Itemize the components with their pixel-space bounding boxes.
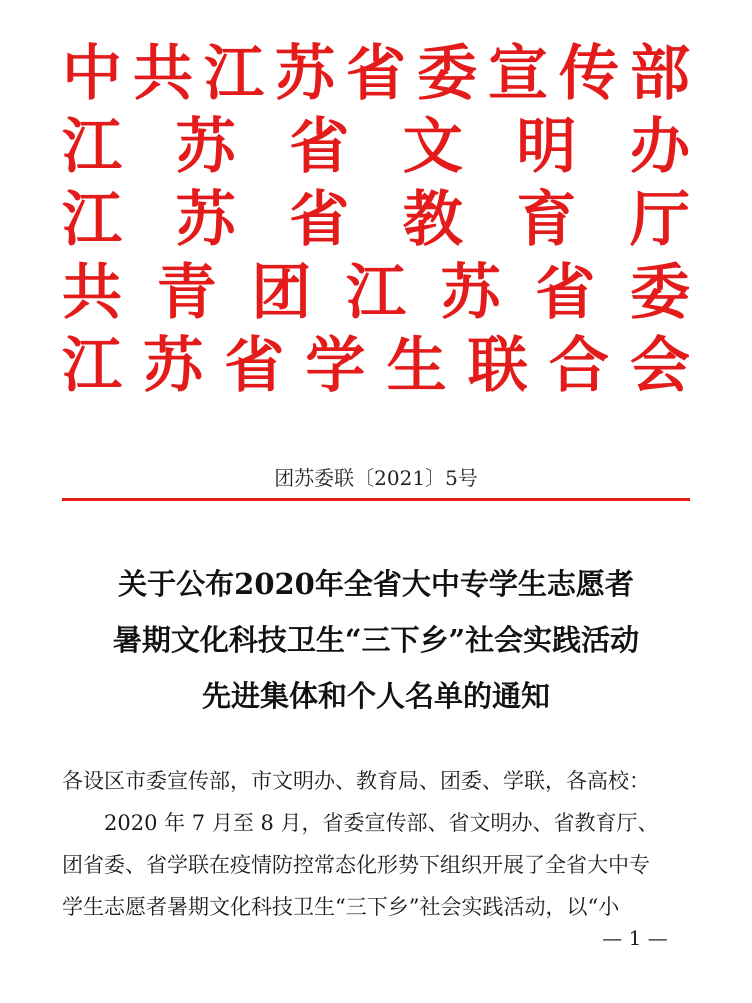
issuer-char: 共 bbox=[133, 39, 193, 109]
red-divider bbox=[62, 498, 690, 501]
document-title bbox=[0, 556, 752, 724]
issuer-line-3 bbox=[62, 184, 690, 257]
issuer-char: 青 bbox=[156, 258, 217, 328]
issuer-char: 生 bbox=[386, 331, 447, 401]
issuer-line-4 bbox=[62, 257, 690, 330]
issuer-char: 江 bbox=[345, 258, 406, 328]
title-line-1: 关于公布2020年全省大中专学生志愿者 bbox=[118, 567, 634, 601]
issuer-char: 宣 bbox=[488, 39, 548, 109]
issuer-char: 育 bbox=[516, 185, 577, 255]
document-number: 团苏委联〔2021〕5号 bbox=[274, 466, 478, 490]
issuer-char: 会 bbox=[629, 331, 690, 401]
issuer-char: 江 bbox=[62, 331, 122, 401]
issuer-line-2 bbox=[62, 111, 690, 184]
issuer-char: 江 bbox=[204, 39, 264, 109]
body-line-3: 学生志愿者暑期文化科技卫生“三下乡”社会实践活动，以“小 bbox=[62, 895, 620, 919]
issuer-line-5 bbox=[62, 330, 690, 403]
issuer-char: 文 bbox=[402, 112, 463, 182]
issuer-char: 教 bbox=[402, 185, 463, 255]
issuer-char: 省 bbox=[224, 331, 285, 401]
issuer-char: 省 bbox=[346, 39, 406, 109]
body-line-1: 2020 年 7 月至 8 月，省委宣传部、省文明办、省教育厅、 bbox=[104, 811, 659, 835]
issuer-char: 办 bbox=[629, 112, 690, 182]
issuer-char: 苏 bbox=[143, 331, 204, 401]
issuer-char: 苏 bbox=[175, 185, 236, 255]
title-line-3: 先进集体和个人名单的通知 bbox=[201, 679, 550, 713]
issuer-char: 苏 bbox=[275, 39, 335, 109]
issuer-char: 学 bbox=[305, 331, 366, 401]
salutation: 各设区市委宣传部，市文明办、教育局、团委、学联，各高校： bbox=[62, 769, 650, 793]
issuer-char: 委 bbox=[629, 258, 690, 328]
issuing-authorities bbox=[62, 38, 690, 403]
issuer-char: 厅 bbox=[629, 185, 690, 255]
issuer-char: 苏 bbox=[175, 112, 236, 182]
body-line-2: 团省委、省学联在疫情防控常态化形势下组织开展了全省大中专 bbox=[62, 853, 650, 877]
title-line-2: 暑期文化科技卫生“三下乡”社会实践活动 bbox=[112, 623, 640, 657]
page-number: — 1 — bbox=[602, 926, 668, 950]
issuer-char: 省 bbox=[289, 112, 350, 182]
issuer-char: 传 bbox=[559, 39, 619, 109]
issuer-char: 委 bbox=[417, 39, 477, 109]
issuer-char: 合 bbox=[548, 331, 609, 401]
issuer-char: 团 bbox=[251, 258, 312, 328]
issuer-line-1 bbox=[62, 38, 690, 111]
document-body bbox=[62, 760, 692, 928]
issuer-char: 苏 bbox=[440, 258, 501, 328]
issuer-char: 中 bbox=[62, 39, 122, 109]
issuer-char: 部 bbox=[630, 39, 690, 109]
issuer-char: 江 bbox=[62, 112, 122, 182]
issuer-char: 江 bbox=[62, 185, 122, 255]
issuer-char: 明 bbox=[516, 112, 577, 182]
issuer-char: 联 bbox=[467, 331, 528, 401]
issuer-char: 省 bbox=[535, 258, 596, 328]
issuer-char: 省 bbox=[289, 185, 350, 255]
issuer-char: 共 bbox=[62, 258, 122, 328]
